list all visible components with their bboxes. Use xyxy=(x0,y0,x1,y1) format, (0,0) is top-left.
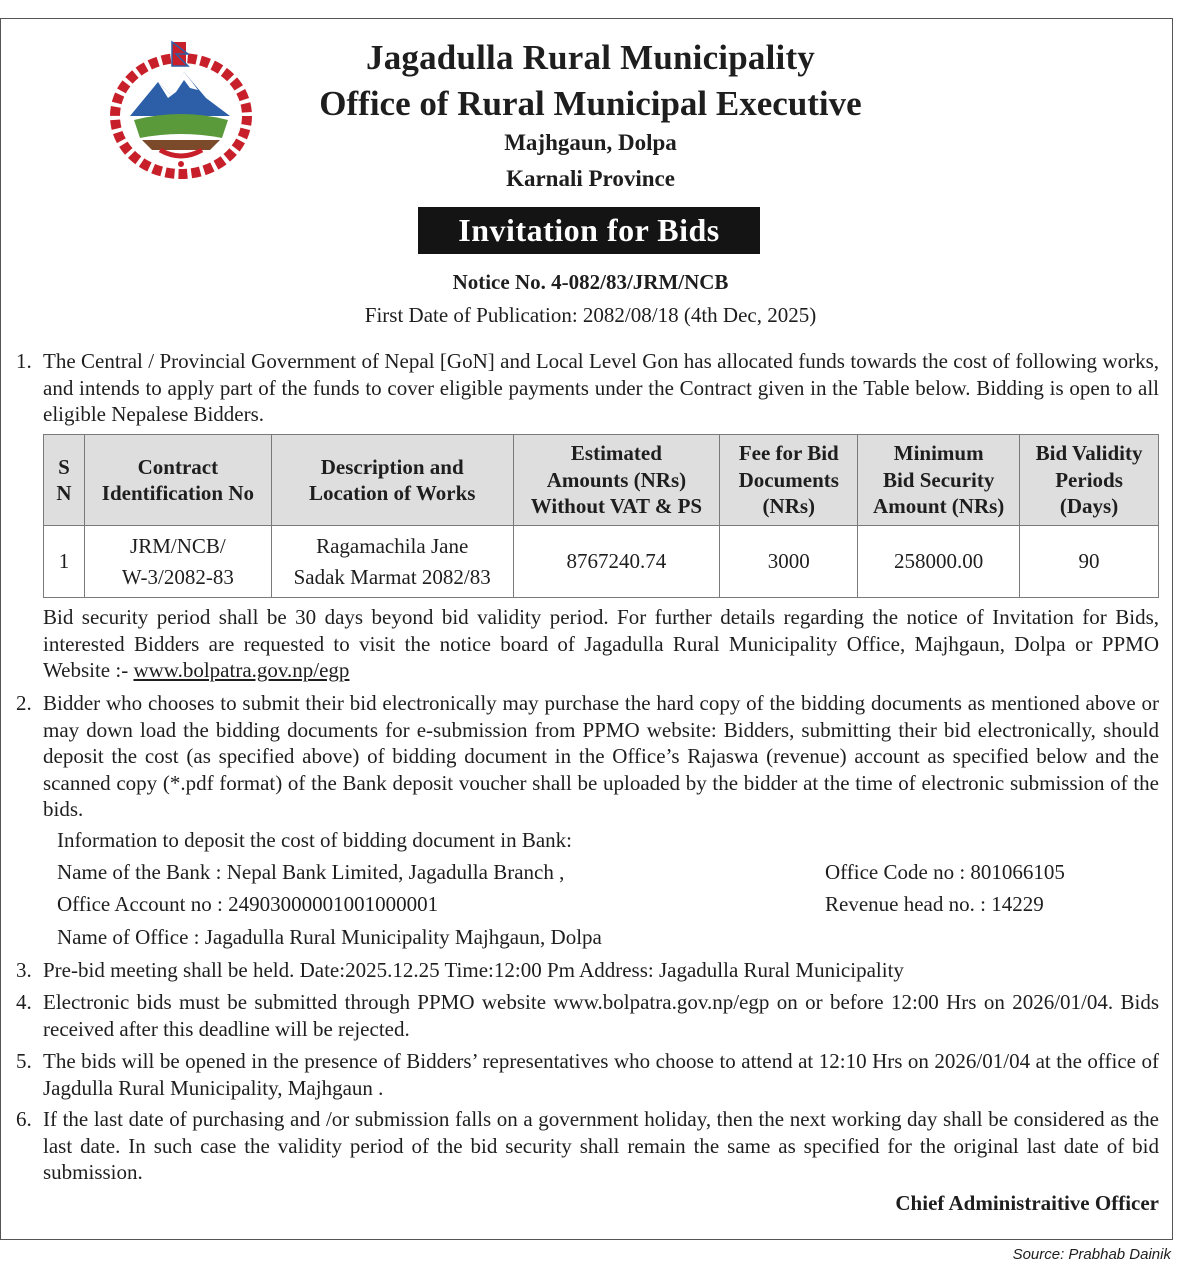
header-contract-id: Contract Identification No xyxy=(84,435,271,526)
list-item-4: 4. Electronic bids must be submitted through PPMO website www.bolpatra.gov.np/egp on or before 12:00 Hrs on 2026/01/04. Bids received after this deadline will be rejected. xyxy=(16,990,1159,1041)
header-validity: Bid Validity Periods (Days) xyxy=(1020,435,1159,526)
header-estimated-amount: Estimated Amounts (NRs) Without VAT & PS xyxy=(513,435,720,526)
office-name-bank: Name of Office : Jagadulla Rural Municipality Majhgaun, Dolpa xyxy=(57,925,602,949)
list-item-5: 5. The bids will be opened in the presence of Bidders’ representatives who choose to attend at 12:10 Hrs on 2026/01/04 at the office of Jagdulla Rural Municipality, Majhgaun . xyxy=(16,1049,1159,1100)
bank-info-intro: Information to deposit the cost of bidding document in Bank: xyxy=(57,828,573,852)
cell-sn: 1 xyxy=(44,526,85,598)
cell-description: Ragamachila Jane Sadak Marmat 2082/83 xyxy=(271,526,513,598)
municipality-name: Jagadulla Rural Municipality xyxy=(366,38,815,77)
office-code: Office Code no : 801066105 xyxy=(825,860,1065,884)
cell-validity: 90 xyxy=(1020,526,1159,598)
office-location: Majhgaun, Dolpa xyxy=(504,130,677,155)
office-name: Office of Rural Municipal Executive xyxy=(319,84,862,123)
revenue-head: Revenue head no. : 14229 xyxy=(825,892,1044,916)
list-item-3: 3. Pre-bid meeting shall be held. Date:2025.12.25 Time:12:00 Pm Address: Jagadulla Rural Municipality xyxy=(16,958,904,982)
cell-contract-id: JRM/NCB/ W-3/2082-83 xyxy=(84,526,271,598)
list-item-6: 6. If the last date of purchasing and /or submission falls on a government holiday, then the next working day shall be considered as the last date. In such case the validity period of the bid security shall remain the same as specified for the original last date of bid submission. xyxy=(16,1107,1159,1184)
notice-number: Notice No. 4-082/83/JRM/NCB xyxy=(452,270,729,294)
source-credit: Source: Prabhab Dainik xyxy=(1012,1246,1171,1263)
table-header-row xyxy=(44,435,1159,526)
bank-name: Name of the Bank : Nepal Bank Limited, Jagadulla Branch , xyxy=(57,860,565,884)
province: Karnali Province xyxy=(506,166,675,191)
cell-fee: 3000 xyxy=(720,526,858,598)
publication-date: First Date of Publication: 2082/08/18 (4th Dec, 2025) xyxy=(364,303,817,327)
signature: Chief Administraitive Officer xyxy=(895,1191,1159,1215)
header-description: Description and Location of Works xyxy=(271,435,513,526)
list-item-1: 1. The Central / Provincial Government of Nepal [GoN] and Local Level Gon has allocated funds towards the cost of following works, and intends to apply part of the funds to cover eligible payments under the Contract given in the Table below. Bidding is open to all eligible Nepalese Bidders. xyxy=(16,349,1159,426)
cell-bid-security: 258000.00 xyxy=(858,526,1020,598)
office-account: Office Account no : 24903000001001000001 xyxy=(57,892,439,916)
bid-security-note: Bid security period shall be 30 days beyond bid validity period. For further details regarding the notice of Invitation for Bids, interested Bidders are requested to visit the notice board of Jagadulla Rural Municipality Office, Majhgaun, Dolpa or PPMO Website :- www.bolpatra.gov.np/egp xyxy=(43,605,1159,682)
cell-estimated-amount: 8767240.74 xyxy=(513,526,720,598)
notice-title: Invitation for Bids xyxy=(418,207,760,254)
table-row xyxy=(44,526,1159,598)
header-fee: Fee for Bid Documents (NRs) xyxy=(720,435,858,526)
bids-table xyxy=(43,434,1159,598)
list-item-2: 2. Bidder who chooses to submit their bid electronically may purchase the hard copy of the bidding documents as mentioned above or may down load the bidding documents for e-submission from PPMO website: Bidders, submitting their bid electronically, should deposit the cost (as specified above) of bidding document in the Office’s Rajaswa (revenue) account as specified below and the scanned copy (*.pdf format) of the Bank deposit voucher shall be uploaded by the bidder at the time of electronic submission of the bids. xyxy=(16,691,1159,821)
header-bid-security: Minimum Bid Security Amount (NRs) xyxy=(858,435,1020,526)
header-sn: S N xyxy=(44,435,85,526)
ppmo-website-link[interactable]: www.bolpatra.gov.np/egp xyxy=(133,658,350,682)
